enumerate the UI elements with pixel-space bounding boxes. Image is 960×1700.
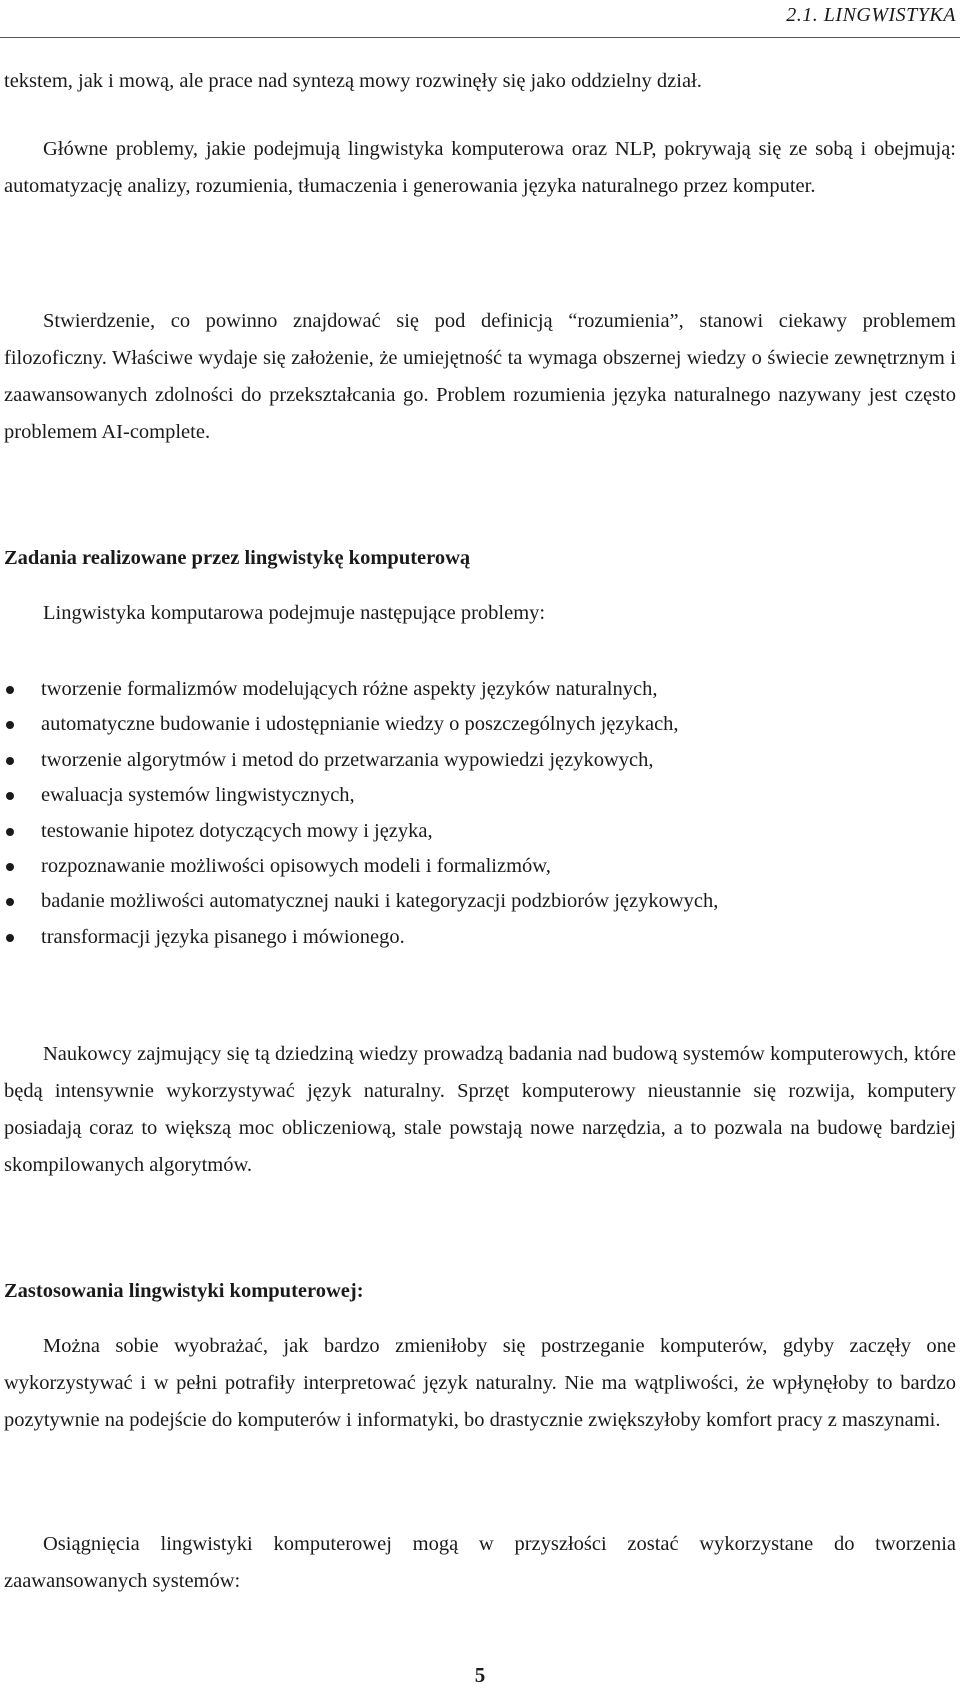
list-item-text: rozpoznawanie możliwości opisowych modeli i formalizmów, (41, 854, 551, 877)
list-item (4, 814, 954, 849)
section-heading-tasks: Zadania realizowane przez lingwistykę komputerową (4, 547, 471, 569)
list-item-text: transformacji języka pisanego i mówionego. (41, 925, 405, 948)
list-item (4, 884, 954, 919)
header-rule (0, 37, 960, 38)
tasks-list (4, 672, 954, 955)
bullet-icon (6, 721, 14, 729)
paragraph-understanding: Stwierdzenie, co powinno znajdować się pod definicją “rozumienia”, stanowi ciekawy problemem filozoficzny. Właściwe wydaje się założenie, że umiejętność ta wymaga obszernej wiedzy o świecie zewnętrznym i zaawansowanych zdolności do przekształcania go. Problem rozumienia języka naturalnego nazywany jest często problemem AI-complete. (4, 310, 956, 443)
list-item (4, 849, 954, 884)
list-item-text: ewaluacja systemów lingwistycznych, (41, 784, 355, 807)
bullet-icon (6, 934, 14, 942)
list-item-text: tworzenie algorytmów i metod do przetwarzania wypowiedzi językowych, (41, 748, 654, 771)
bullet-icon (6, 686, 14, 694)
section-heading-applications: Zastosowania lingwistyki komputerowej: (4, 1280, 364, 1302)
list-item-text: testowanie hipotez dotyczących mowy i języka, (41, 819, 433, 842)
list-item (4, 672, 954, 707)
list-item (4, 778, 954, 813)
list-item-text: tworzenie formalizmów modelujących różne aspekty języków naturalnych, (41, 678, 658, 700)
paragraph-achievements: Osiągnięcia lingwistyki komputerowej mogą w przyszłości zostać wykorzystane do tworzenia zaawansowanych systemów: (4, 1533, 956, 1592)
paragraph-main-problems: Główne problemy, jakie podejmują lingwistyka komputerowa oraz NLP, pokrywają się ze sobą i obejmują: automatyzację analizy, rozumienia, tłumaczenia i generowania języka naturalnego przez komputer. (4, 138, 956, 197)
bullet-icon (6, 757, 14, 765)
paragraph-applications: Można sobie wyobrażać, jak bardzo zmieniłoby się postrzeganie komputerów, gdyby zaczęły one wykorzystywać i w pełni potrafiły interpretować język naturalny. Nie ma wątpliwości, że wpłynęłoby to bardzo pozytywnie na podejście do komputerów i informatyki, bo drastycznie zwiększyłoby komfort pracy z maszynami. (4, 1335, 956, 1431)
tasks-intro: Lingwistyka komputarowa podejmuje następujące problemy: (43, 602, 546, 624)
bullet-icon (6, 792, 14, 800)
paragraph-researchers: Naukowcy zajmujący się tą dziedziną wiedzy prowadzą badania nad budową systemów komputerowych, które będą intensywnie wykorzystywać język naturalny. Sprzęt komputerowy nieustannie się rozwija, komputery posiadają coraz to większą moc obliczeniową, stale powstają nowe narzędzia, a to pozwala na budowę bardziej skompilowanych algorytmów. (4, 1043, 956, 1176)
paragraph-continuation: tekstem, jak i mową, ale prace nad syntezą mowy rozwinęły się jako oddzielny dział. (4, 70, 702, 92)
list-item (4, 920, 954, 955)
list-item-text: automatyczne budowanie i udostępnianie wiedzy o poszczególnych językach, (41, 713, 679, 736)
bullet-icon (6, 828, 14, 836)
running-header: 2.1. LINGWISTYKA (786, 4, 956, 26)
list-item (4, 707, 954, 742)
list-item (4, 743, 954, 778)
bullet-icon (6, 898, 14, 906)
page-number: 5 (474, 1663, 486, 1687)
bullet-icon (6, 863, 14, 871)
list-item-text: badanie możliwości automatycznej nauki i kategoryzacji podzbiorów językowych, (41, 890, 719, 913)
